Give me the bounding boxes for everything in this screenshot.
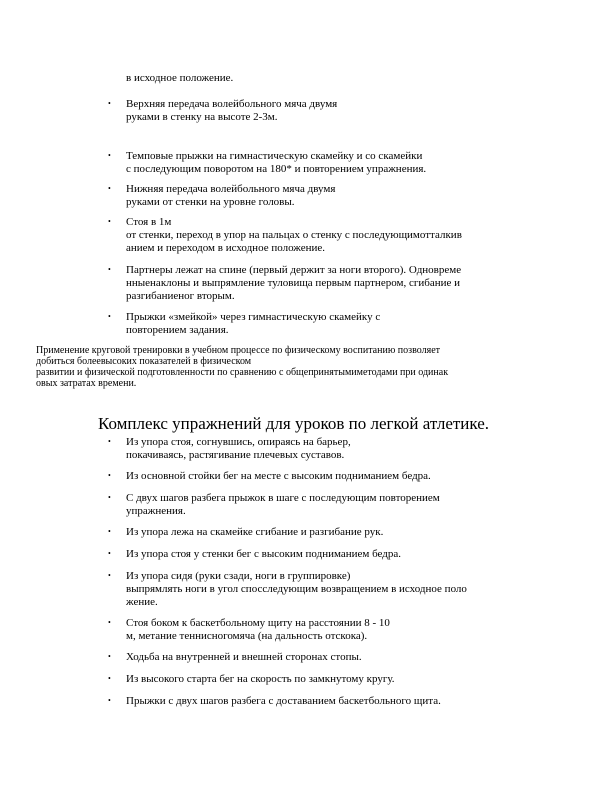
list-item-line: повторением задания. — [126, 324, 229, 336]
paragraph-line: овых затратах времени. — [36, 378, 137, 389]
list-item-line: руками в стенку на высоте 2-3м. — [126, 111, 278, 123]
bullet-icon: • — [108, 652, 111, 661]
section-heading: Комплекс упражнений для уроков по легкой атлетике. — [98, 414, 490, 433]
bullet-icon: • — [108, 265, 111, 274]
list-item-line: Из упора лежа на скамейке сгибание и разгибание рук. — [126, 526, 384, 538]
bullet-icon: • — [108, 527, 111, 536]
bullet-icon: • — [108, 184, 111, 193]
list-item-line: жение. — [126, 596, 158, 608]
bullet-icon: • — [108, 99, 111, 108]
list-item-line: руками от стенки на уровне головы. — [126, 196, 295, 208]
list-item-line: покачиваясь, растягивание плечевых суставов. — [126, 449, 345, 461]
list-item-line: С двух шагов разбега прыжок в шаге с последующим повторением — [126, 492, 440, 504]
bullet-icon: • — [108, 493, 111, 502]
bullet-icon: • — [108, 571, 111, 580]
list-item-line: Стоя в 1м — [126, 216, 172, 228]
list-item-line: Верхняя передача волейбольного мяча двумя — [126, 98, 338, 110]
bullet-icon: • — [108, 217, 111, 226]
list-item-line: Из основной стойки бег на месте с высоким подниманием бедра. — [126, 470, 431, 482]
bullet-icon: • — [108, 696, 111, 705]
list-item-line: нныенаклоны и выпрямление туловища первым партнером, сгибание и — [126, 277, 461, 289]
list-item-line: Темповые прыжки на гимнастическую скамейку и со скамейки — [126, 150, 423, 162]
bullet-icon: • — [108, 674, 111, 683]
list-item-line: Из упора стоя у стенки бег с высоким подниманием бедра. — [126, 548, 402, 560]
list-item-line: упражнения. — [126, 505, 186, 517]
list-item-line: разгибаниеног вторым. — [126, 290, 235, 302]
bullet-icon: • — [108, 471, 111, 480]
list-item-line: Прыжки «змейкой» через гимнастическую скамейку с — [126, 311, 381, 323]
list-item-line: Из упора стоя, согнувшись, опираясь на барьер, — [126, 436, 351, 448]
bullet-icon: • — [108, 618, 111, 627]
paragraph-line: добиться болеевысоких показателей в физическом — [36, 356, 252, 367]
paragraph-line: Применение круговой тренировки в учебном процессе по физическому воспитанию позволяет — [36, 345, 441, 356]
bullet-icon: • — [108, 312, 111, 321]
list-item-line: анием и переходом в исходное положение. — [126, 242, 326, 254]
list-item-line: м, метание теннисногомяча (на дальность отскока). — [126, 630, 368, 642]
continuation-text: в исходное положение. — [126, 72, 234, 84]
list-item-line: Прыжки с двух шагов разбега с доставанием баскетбольного щита. — [126, 695, 441, 707]
list-item-line: Ходьба на внутренней и внешней сторонах стопы. — [126, 651, 362, 663]
list-item-line: от стенки, переход в упор на пальцах о стенку с последующимотталкив — [126, 229, 462, 241]
list-item-line: Нижняя передача волейбольного мяча двумя — [126, 183, 336, 195]
list-item-line: с последующим поворотом на 180* и повторением упражнения. — [126, 163, 427, 175]
list-item-line: Стоя боком к баскетбольному щиту на расстоянии 8 - 10 — [126, 617, 390, 629]
list-item-line: Из высокого старта бег на скорость по замкнутому кругу. — [126, 673, 395, 685]
paragraph-line: развитии и физической подготовленности по сравнению с общепринятымиметодами при одинак — [36, 367, 449, 378]
bullet-icon: • — [108, 151, 111, 160]
bullet-icon: • — [108, 549, 111, 558]
bullet-icon: • — [108, 437, 111, 446]
list-item-line: Из упора сидя (руки сзади, ноги в группировке) — [126, 570, 351, 582]
list-item-line: Партнеры лежат на спине (первый держит за ноги второго). Одновреме — [126, 264, 462, 276]
list-item-line: выпрямлять ноги в угол спосследующим возвращением в исходное поло — [126, 583, 467, 595]
